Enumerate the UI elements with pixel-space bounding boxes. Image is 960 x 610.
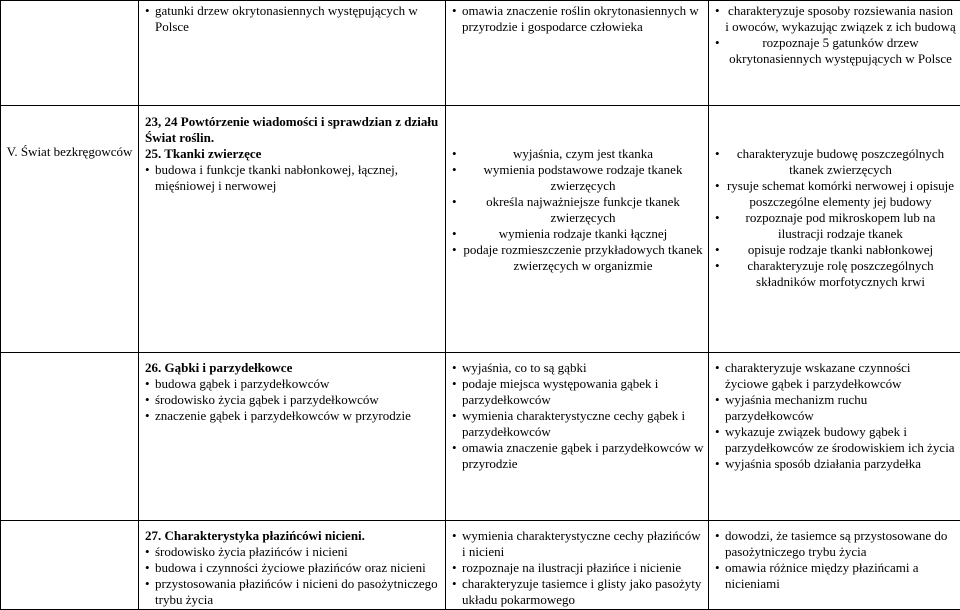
lesson-title: 26. Gąbki i parzydełkowce	[145, 360, 441, 376]
topics-cell	[139, 521, 446, 610]
basic-list	[446, 1, 708, 35]
basic-requirements-cell	[446, 1, 709, 106]
list-item: • wykazuje związek budowy gąbek i parzydełkowców ze środowiskiem ich życia	[715, 424, 956, 456]
extended-requirements-cell	[709, 106, 960, 353]
basic-requirements-cell	[446, 106, 709, 353]
unit-cell	[1, 521, 139, 610]
unit-label: V. Świat bezkręgowców	[7, 144, 133, 159]
basic-list	[446, 106, 708, 274]
list-item: • opisuje rodzaje tkanki nabłonkowej	[715, 242, 956, 258]
list-item: • budowa i funkcje tkanki nabłonkowej, łącznej, mięśniowej i nerwowej	[145, 162, 441, 194]
extended-list	[709, 106, 960, 290]
topics-list	[145, 162, 441, 194]
basic-list	[446, 521, 708, 608]
basic-list	[446, 353, 708, 472]
table-row	[1, 353, 960, 521]
list-item: • znaczenie gąbek i parzydełkowców w przyrodzie	[145, 408, 441, 424]
list-item: • wymienia charakterystyczne cechy płazińców i nicieni	[452, 528, 704, 560]
list-item: • rozpoznaje pod mikroskopem lub na ilustracji rodzaje tkanek	[715, 210, 956, 242]
list-item: • omawia różnice między płazińcami a nicieniami	[715, 560, 956, 592]
extended-requirements-cell	[709, 353, 960, 521]
list-item: • charakteryzuje budowę poszczególnych tkanek zwierzęcych	[715, 146, 956, 178]
basic-requirements-cell	[446, 521, 709, 610]
topics-cell	[139, 353, 446, 521]
list-item: • omawia znaczenie roślin okrytonasiennych w przyrodzie i gospodarce człowieka	[452, 3, 704, 35]
list-item: • wymienia charakterystyczne cechy gąbek i parzydełkowców	[452, 408, 704, 440]
topics-list	[145, 544, 441, 608]
list-item: • środowisko życia płazińców i nicieni	[145, 544, 441, 560]
table-row	[1, 106, 960, 353]
list-item: • określa najważniejsze funkcje tkanek zwierzęcych	[452, 194, 704, 226]
list-item: • rozpoznaje 5 gatunków drzew okrytonasiennych występujących w Polsce	[715, 35, 956, 67]
list-item: • przystosowania płazińców i nicieni do pasożytniczego trybu życia	[145, 576, 441, 608]
list-item: • budowa i czynności życiowe płazińców oraz nicieni	[145, 560, 441, 576]
list-item: • charakteryzuje tasiemce i glisty jako pasożyty układu pokarmowego	[452, 576, 704, 608]
lesson-title: 27. Charakterystyka płazińcówi nicieni.	[145, 528, 441, 544]
list-item: • charakteryzuje rolę poszczególnych składników morfotycznych krwi	[715, 258, 956, 290]
extended-requirements-cell	[709, 521, 960, 610]
list-item: • omawia znaczenie gąbek i parzydełkowców w przyrodzie	[452, 440, 704, 472]
unit-cell	[1, 353, 139, 521]
unit-cell	[1, 106, 139, 353]
list-item: • wyjaśnia sposób działania parzydełka	[715, 456, 956, 472]
list-item: • charakteryzuje sposoby rozsiewania nasion i owoców, wykazując związek z ich budową	[715, 3, 956, 35]
table-row	[1, 521, 960, 610]
list-item: • wyjaśnia, co to są gąbki	[452, 360, 704, 376]
unit-cell	[1, 1, 139, 106]
list-item: • rysuje schemat komórki nerwowej i opisuje poszczególne elementy jej budowy	[715, 178, 956, 210]
extended-requirements-cell	[709, 1, 960, 106]
list-item: • wymienia rodzaje tkanki łącznej	[452, 226, 704, 242]
extended-list	[709, 353, 960, 472]
extended-list	[709, 521, 960, 592]
list-item: • środowisko życia gąbek i parzydełkowców	[145, 392, 441, 408]
list-item: • wyjaśnia, czym jest tkanka	[452, 146, 704, 162]
basic-requirements-cell	[446, 353, 709, 521]
list-item: • rozpoznaje na ilustracji płazińce i nicienie	[452, 560, 704, 576]
list-item: • budowa gąbek i parzydełkowców	[145, 376, 441, 392]
list-item: • wyjaśnia mechanizm ruchu parzydełkowców	[715, 392, 956, 424]
review-title: 23, 24 Powtórzenie wiadomości i sprawdzian z działu Świat roślin.	[145, 114, 441, 146]
list-item: • dowodzi, że tasiemce są przystosowane do pasożytniczego trybu życia	[715, 528, 956, 560]
extended-list	[709, 1, 960, 67]
topics-cell	[139, 106, 446, 353]
list-item: • wymienia podstawowe rodzaje tkanek zwierzęcych	[452, 162, 704, 194]
table-row	[1, 1, 960, 106]
list-item: • charakteryzuje wskazane czynności życiowe gąbek i parzydełkowców	[715, 360, 956, 392]
list-item: • podaje rozmieszczenie przykładowych tkanek zwierzęcych w organizmie	[452, 242, 704, 274]
topics-list	[139, 1, 445, 35]
topics-cell	[139, 1, 446, 106]
topics-list	[145, 376, 441, 424]
list-item: • podaje miejsca występowania gąbek i parzydełkowców	[452, 376, 704, 408]
list-item: • gatunki drzew okrytonasiennych występujących w Polsce	[145, 3, 441, 35]
lesson-title: 25. Tkanki zwierzęce	[145, 146, 441, 162]
